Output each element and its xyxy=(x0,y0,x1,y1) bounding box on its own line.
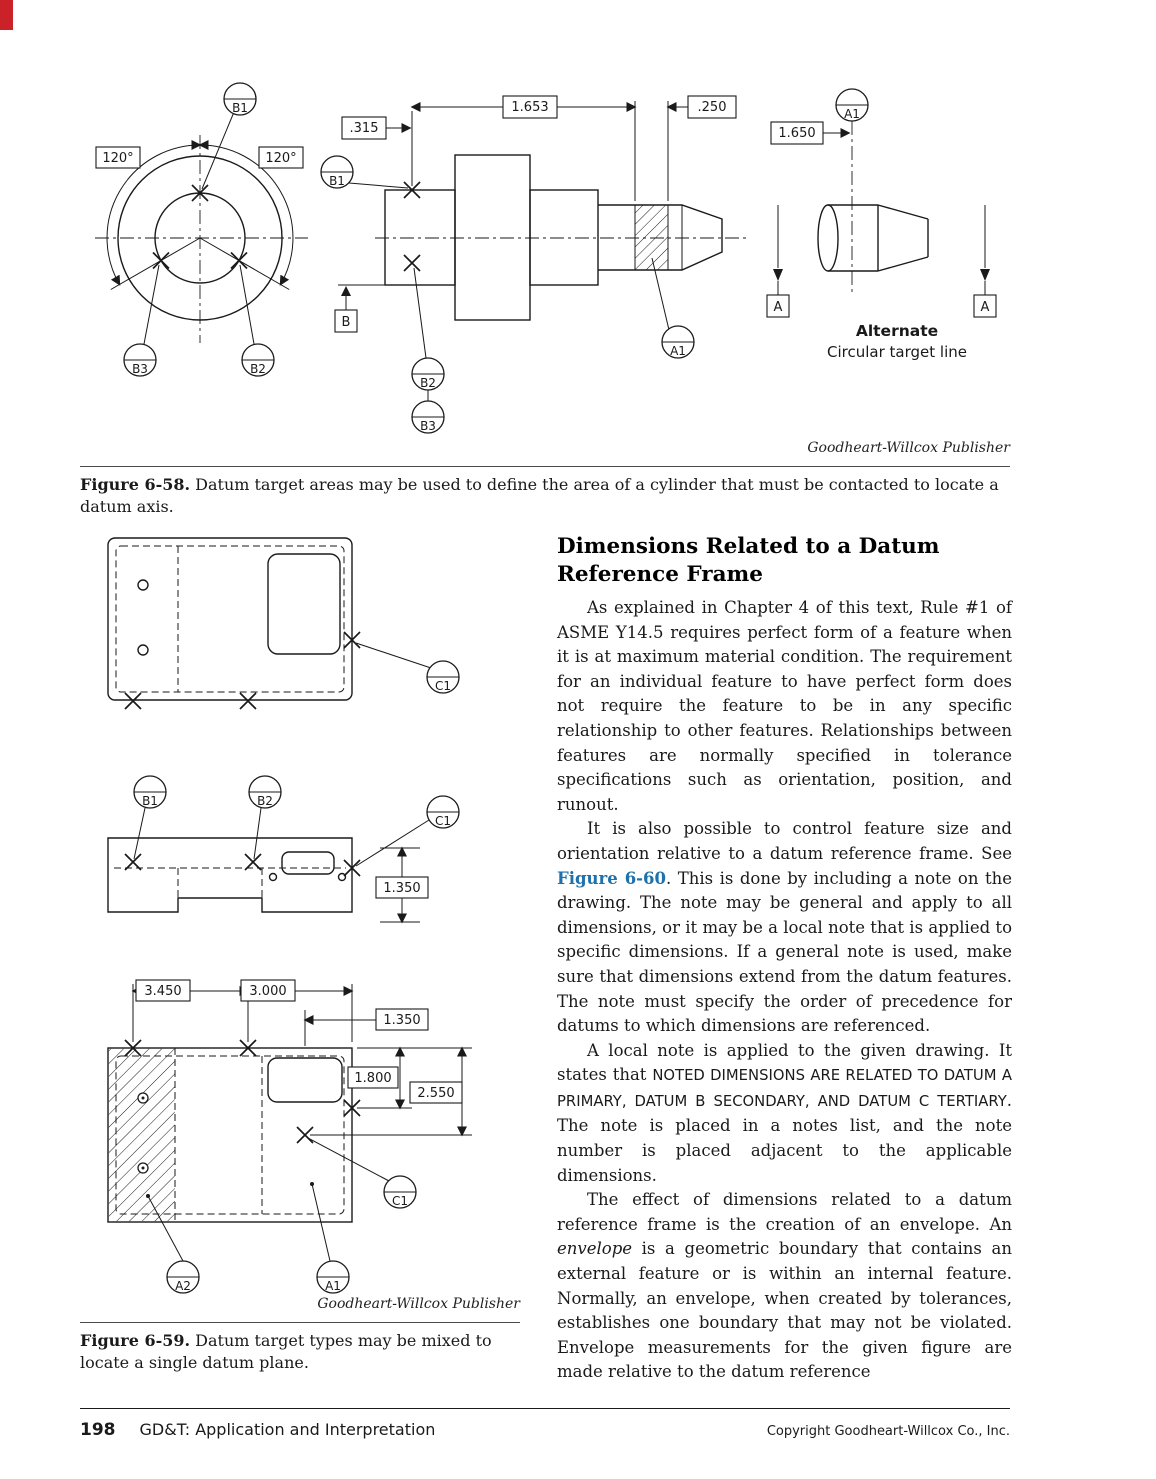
svg-text:A1: A1 xyxy=(325,1279,341,1293)
svg-text:B: B xyxy=(341,315,351,330)
angle-label: 120° xyxy=(265,151,297,166)
figure-6-59-caption xyxy=(80,1322,520,1373)
paragraph-text: It is also possible to control feature size and orientation relative to a datum reference frame. See xyxy=(557,819,1012,863)
figure-6-59-credit: Goodheart-Willcox Publisher xyxy=(317,1296,520,1312)
datum-target-balloon-b2 xyxy=(412,358,444,390)
svg-text:C1: C1 xyxy=(434,814,452,828)
svg-text:B1: B1 xyxy=(142,794,158,808)
datum-target-balloon-b2 xyxy=(249,776,281,808)
svg-text:B2: B2 xyxy=(257,794,273,808)
svg-text:1.650: 1.650 xyxy=(778,126,816,141)
section-heading: Dimensions Related to a Datum Reference Frame xyxy=(557,534,940,587)
paragraph-text: is a geometric boundary that contains an external feature or is within an internal feature. Normally, an envelope, when created by tolerances, establishes one boundary that may not be violated. Envelope measurements for the given figure are made relative to the datum reference xyxy=(557,1239,1012,1382)
figure-6-58-drawing xyxy=(80,55,1010,447)
svg-text:A: A xyxy=(980,300,990,315)
svg-text:B3: B3 xyxy=(132,362,148,376)
dimension-250 xyxy=(668,96,736,118)
svg-text:C1: C1 xyxy=(391,1194,409,1208)
svg-text:1.800: 1.800 xyxy=(354,1071,392,1086)
target-point-x xyxy=(231,253,247,269)
datum-target-balloon-b1 xyxy=(224,83,256,115)
paragraph-text: . This is done by including a note on the drawing. The note may be general and apply to all dimensions, or it may be a local note that is applied to specific dimensions. If a general note is used, make sure that dimensions extend from the datum features. The note must specify the order of precedence for datums to which dimensions are referenced. xyxy=(557,868,1013,1036)
figure-6-59-drawing xyxy=(80,532,540,1307)
dimension-3450-3000 xyxy=(133,980,352,1042)
dimension-1350-front xyxy=(376,848,428,922)
target-point-x xyxy=(240,693,256,709)
datum-target-balloon-c1 xyxy=(384,1176,416,1208)
shaft-side-view xyxy=(321,96,789,433)
svg-text:C1: C1 xyxy=(434,679,452,693)
svg-text:B2: B2 xyxy=(420,376,436,390)
svg-text:B1: B1 xyxy=(232,101,248,115)
datum-feature-symbol-a xyxy=(767,205,789,317)
paragraph-text: A local note is applied to the given drawing. It states that xyxy=(557,1040,1012,1085)
datum-target-balloon-a2 xyxy=(167,1261,199,1293)
target-point-x xyxy=(125,693,141,709)
part-top-view xyxy=(108,538,459,709)
paragraph-4 xyxy=(557,1188,1012,1385)
page-edge-mark xyxy=(0,0,13,30)
envelope-term: envelope xyxy=(557,1239,633,1259)
book-title: GD&T: Application and Interpretation xyxy=(139,1420,436,1439)
svg-text:A1: A1 xyxy=(844,107,860,121)
drawing-note-text: NOTED DIMENSIONS ARE RELATED TO DATUM A PRIMARY, DATUM B SECONDARY, AND DATUM C TERTIARY xyxy=(557,1067,1012,1110)
copyright-notice: Copyright Goodheart-Willcox Co., Inc. xyxy=(766,1424,1010,1439)
svg-text:A2: A2 xyxy=(175,1279,191,1293)
datum-target-balloon-a1 xyxy=(662,326,694,358)
target-point-x xyxy=(125,854,141,870)
datum-feature-symbol-a xyxy=(974,205,996,317)
alternate-label: Alternate xyxy=(855,322,939,340)
dimension-315 xyxy=(342,117,410,139)
svg-text:3.450: 3.450 xyxy=(144,984,182,999)
dimension-1800-2550 xyxy=(310,1048,472,1135)
part-bottom-view xyxy=(108,980,472,1293)
figure-caption-text: Datum target areas may be used to define the area of a cylinder that must be contacted to locate a datum axis. xyxy=(80,475,999,516)
paragraph-text: The effect of dimensions related to a datum reference frame is the creation of an envelope. An xyxy=(557,1190,1012,1234)
datum-target-balloon-b2 xyxy=(242,344,274,376)
paragraph-3 xyxy=(557,1039,1012,1189)
dimension-1650 xyxy=(771,122,849,144)
svg-text:1.350: 1.350 xyxy=(383,881,421,896)
datum-target-balloon-c1 xyxy=(427,796,459,828)
dimension-1350-top xyxy=(305,1009,428,1046)
datum-target-balloon-b3 xyxy=(412,401,444,433)
dimension-1653 xyxy=(412,96,635,118)
angle-label: 120° xyxy=(102,151,134,166)
page-footer xyxy=(80,1420,1010,1440)
article-column xyxy=(557,533,1012,1385)
datum-target-balloon-a1 xyxy=(317,1261,349,1293)
svg-text:B2: B2 xyxy=(250,362,266,376)
paragraph-1: As explained in Chapter 4 of this text, Rule #1 of ASME Y14.5 requires perfect form of a feature when it is at maximum material condition. The requirement for an individual feature to have perfect form does not require the feature to be in any specific relationship to other features. Relationships between features are normally specified in tolerance specifications such as orientation, position, and runout. xyxy=(557,598,1012,814)
figure-caption-label: Figure 6-59. xyxy=(80,1331,191,1350)
datum-target-balloon-b1 xyxy=(321,156,353,188)
svg-text:.315: .315 xyxy=(349,121,379,136)
svg-text:1.653: 1.653 xyxy=(511,100,549,115)
circular-end-view xyxy=(95,83,308,376)
figure-6-58-credit: Goodheart-Willcox Publisher xyxy=(807,440,1010,456)
part-front-view xyxy=(108,776,459,922)
footer-rule xyxy=(80,1408,1010,1409)
page-number: 198 xyxy=(80,1420,116,1440)
figure-6-60-link[interactable]: Figure 6-60 xyxy=(557,868,666,888)
datum-target-balloon-c1 xyxy=(427,661,459,693)
datum-target-balloon-a1 xyxy=(836,89,868,121)
svg-text:3.000: 3.000 xyxy=(249,984,287,999)
figure-caption-label: Figure 6-58. xyxy=(80,475,191,494)
svg-text:1.350: 1.350 xyxy=(383,1013,421,1028)
alternate-sublabel: Circular target line xyxy=(827,343,967,361)
svg-text:A1: A1 xyxy=(670,344,686,358)
datum-target-area-hatch xyxy=(635,205,668,270)
svg-text:A: A xyxy=(773,300,783,315)
datum-target-area-hatch xyxy=(109,1049,175,1221)
alternate-view xyxy=(771,89,996,361)
target-point-x xyxy=(153,253,169,269)
figure-caption-text: Datum target types may be mixed to locate a single datum plane. xyxy=(80,1331,492,1372)
figure-6-58-caption xyxy=(80,466,1010,517)
paragraph-2 xyxy=(557,817,1012,1038)
paragraph-text: . The note is placed in a notes list, and the note number is placed adjacent to the applicable dimensions. xyxy=(557,1090,1012,1185)
svg-text:2.550: 2.550 xyxy=(417,1086,455,1101)
angle-dimension-right xyxy=(259,147,303,168)
svg-text:.250: .250 xyxy=(697,100,727,115)
datum-feature-symbol-b xyxy=(335,285,390,332)
datum-target-balloon-b3 xyxy=(124,344,156,376)
angle-dimension-left xyxy=(96,147,140,168)
datum-target-balloon-b1 xyxy=(134,776,166,808)
svg-text:B3: B3 xyxy=(420,419,436,433)
svg-text:B1: B1 xyxy=(329,174,345,188)
target-point-x xyxy=(404,255,420,271)
